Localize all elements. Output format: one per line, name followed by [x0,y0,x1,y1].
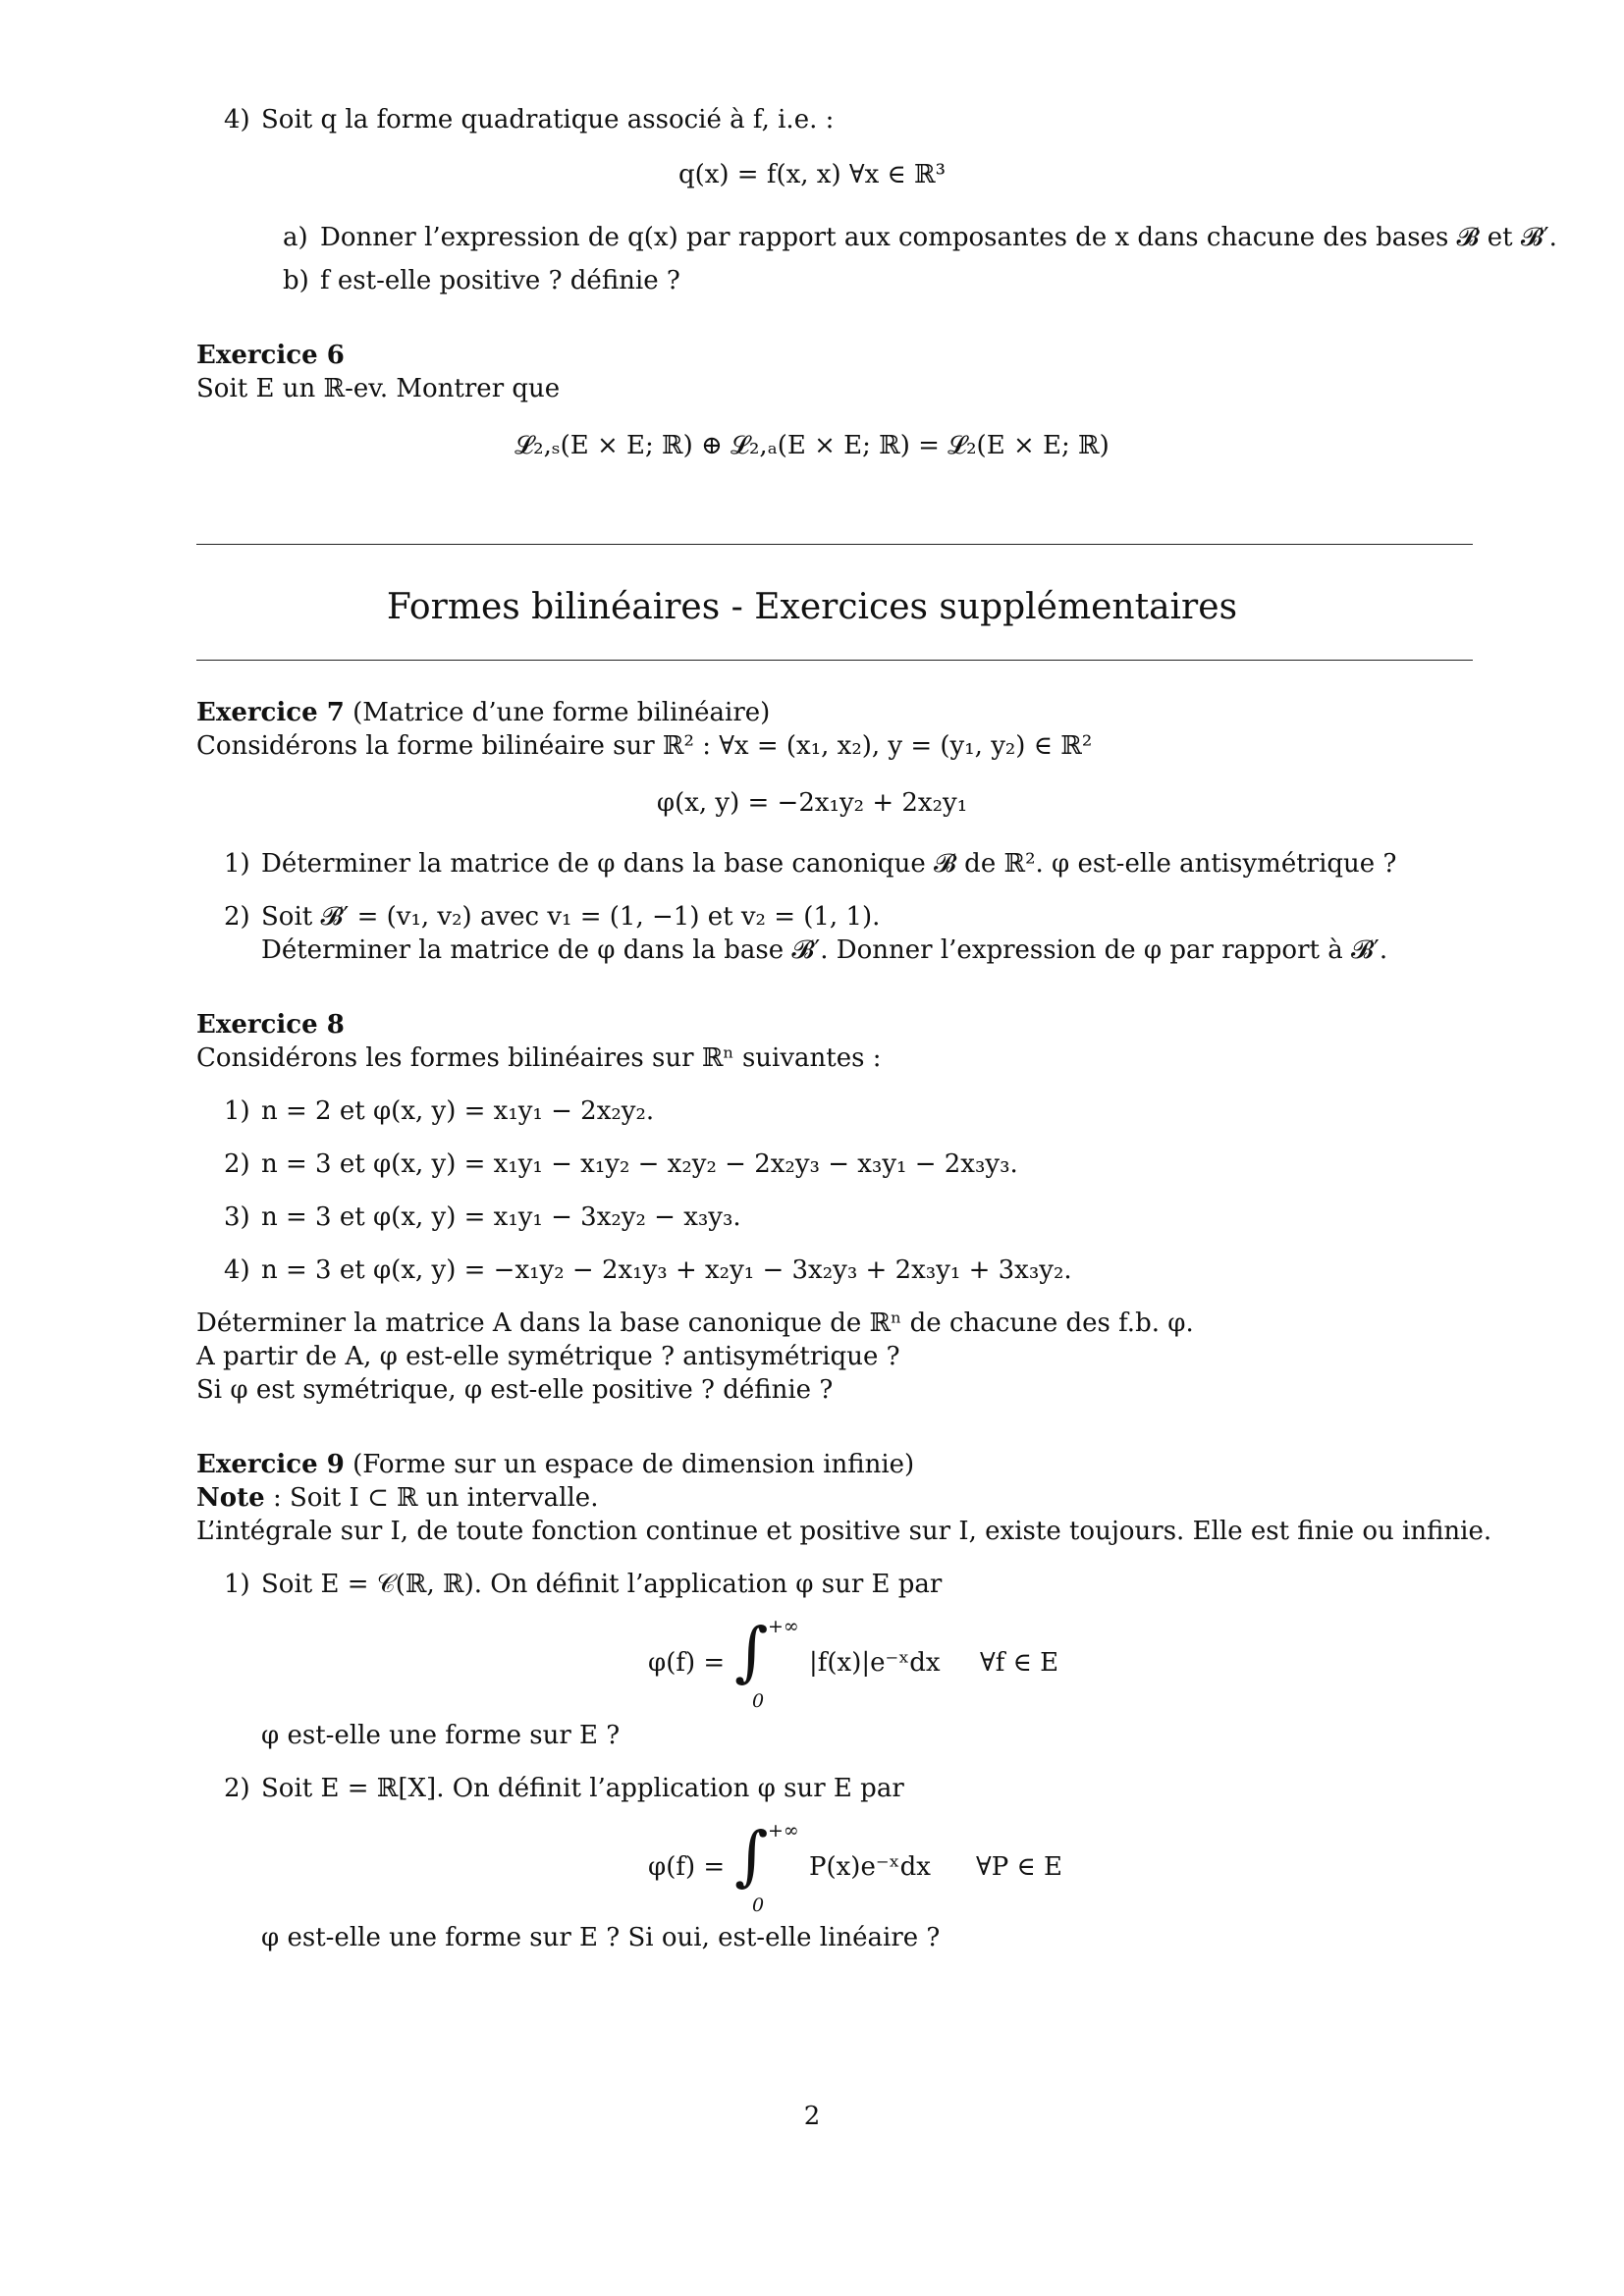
integrand: |f(x)|e⁻ˣdx [809,1648,941,1678]
q4b-label: b) [283,266,309,295]
ex9-item-label: 1) [224,1570,250,1599]
ex7-intro: Considérons la forme bilinéaire sur ℝ² : ∀x = (x₁, x₂), y = (y₁, y₂) ∈ ℝ² [196,731,1093,761]
integral-upper-limit: +∞ [768,1616,799,1637]
ex7-formula: φ(x, y) = −2x₁y₂ + 2x₂y₁ [656,788,968,818]
q4b-text: f est-elle positive ? définie ? [320,266,680,295]
ex8-outro-line: Déterminer la matrice A dans la base canonique de ℝⁿ de chacune des f.b. φ. [196,1308,1194,1338]
integral-lhs: φ(f) = [648,1852,726,1882]
ex8-intro: Considérons les formes bilinéaires sur ℝⁿ suivantes : [196,1043,882,1073]
ex9-item-text: Soit E = ℝ[X]. On définit l’application φ sur E par [261,1774,904,1803]
integral-lower-limit: 0 [752,1690,765,1712]
ex8-outro-line: Si φ est symétrique, φ est-elle positive ? définie ? [196,1375,834,1405]
ex7-item-text-line2: Déterminer la matrice de φ dans la base 𝓑′. Donner l’expression de φ par rapport à 𝓑′. [261,935,1388,965]
ex7-heading [196,697,770,729]
section-rule-bottom [196,660,1473,661]
q4-formula: q(x) = f(x, x) ∀x ∈ ℝ³ [677,160,947,189]
ex7-item-text: Déterminer la matrice de φ dans la base canonique 𝓑 de ℝ². φ est-elle antisymétrique ? [261,849,1397,879]
ex8-item-text: n = 3 et φ(x, y) = x₁y₁ − x₁y₂ − x₂y₂ − 2x₂y₃ − x₃y₁ − 2x₃y₃. [261,1149,1018,1179]
integral-sign: ∫ [734,1818,769,1894]
q4a-text: Donner l’expression de q(x) par rapport aux composantes de x dans chacune des bases 𝓑 et 𝓑′. [320,223,1557,252]
integral-upper-limit: +∞ [768,1820,799,1842]
ex7-item-label: 1) [224,849,250,879]
ex8-item-text: n = 2 et φ(x, y) = x₁y₁ − 2x₂y₂. [261,1096,655,1126]
integral-sign: ∫ [734,1614,769,1689]
ex7-item-label: 2) [224,902,250,932]
ex8-item-label: 3) [224,1202,250,1232]
ex6-formula: 𝓛₂,ₛ(E × E; ℝ) ⊕ 𝓛₂,ₐ(E × E; ℝ) = 𝓛₂(E × E; ℝ) [514,431,1110,460]
ex9-item-question: φ est-elle une forme sur E ? [261,1721,621,1750]
ex9-title: Exercice 9 [196,1450,345,1479]
quantifier: ∀f ∈ E [980,1648,1059,1678]
integral-lhs: φ(f) = [648,1648,726,1678]
ex9-note-line2: L’intégrale sur I, de toute fonction continue et positive sur I, existe toujours. Elle est finie ou infinie. [196,1517,1492,1546]
ex8-item-text: n = 3 et φ(x, y) = x₁y₁ − 3x₂y₂ − x₃y₃. [261,1202,741,1232]
ex9-heading [196,1449,914,1481]
ex7-item-text: Soit 𝓑′ = (v₁, v₂) avec v₁ = (1, −1) et v₂ = (1, 1). [261,902,881,932]
ex7-subtitle: (Matrice d’une forme bilinéaire) [352,698,771,727]
q4a-label: a) [283,223,308,252]
ex9-note-text: : Soit I ⊂ ℝ un intervalle. [272,1483,599,1513]
section-rule-top [196,544,1473,545]
ex9-item-text: Soit E = 𝒞(ℝ, ℝ). On définit l’application φ sur E par [261,1570,943,1599]
ex8-outro-line: A partir de A, φ est-elle symétrique ? antisymétrique ? [196,1342,900,1371]
ex9-note [196,1482,598,1515]
q4-label: 4) [224,105,250,134]
page-number: 2 [803,2102,821,2131]
ex6-title: Exercice 6 [196,341,345,370]
quantifier: ∀P ∈ E [976,1852,1062,1882]
integral-lower-limit: 0 [752,1895,765,1916]
ex6-intro: Soit E un ℝ-ev. Montrer que [196,374,561,403]
q4-text: Soit q la forme quadratique associé à f, i.e. : [261,105,835,134]
ex9-item-label: 2) [224,1774,250,1803]
integrand: P(x)e⁻ˣdx [809,1852,931,1882]
ex8-title: Exercice 8 [196,1010,345,1040]
ex8-item-label: 1) [224,1096,250,1126]
ex9-item-question: φ est-elle une forme sur E ? Si oui, est-elle linéaire ? [261,1923,941,1952]
section-title: Formes bilinéaires - Exercices supplémentaires [386,587,1238,627]
ex9-subtitle: (Forme sur un espace de dimension infinie) [352,1450,915,1479]
ex8-item-label: 2) [224,1149,250,1179]
ex8-item-text: n = 3 et φ(x, y) = −x₁y₂ − 2x₁y₃ + x₂y₁ − 3x₂y₃ + 2x₃y₁ + 3x₃y₂. [261,1255,1072,1285]
ex9-note-label: Note [196,1483,265,1513]
ex7-title: Exercice 7 [196,698,345,727]
ex8-item-label: 4) [224,1255,250,1285]
